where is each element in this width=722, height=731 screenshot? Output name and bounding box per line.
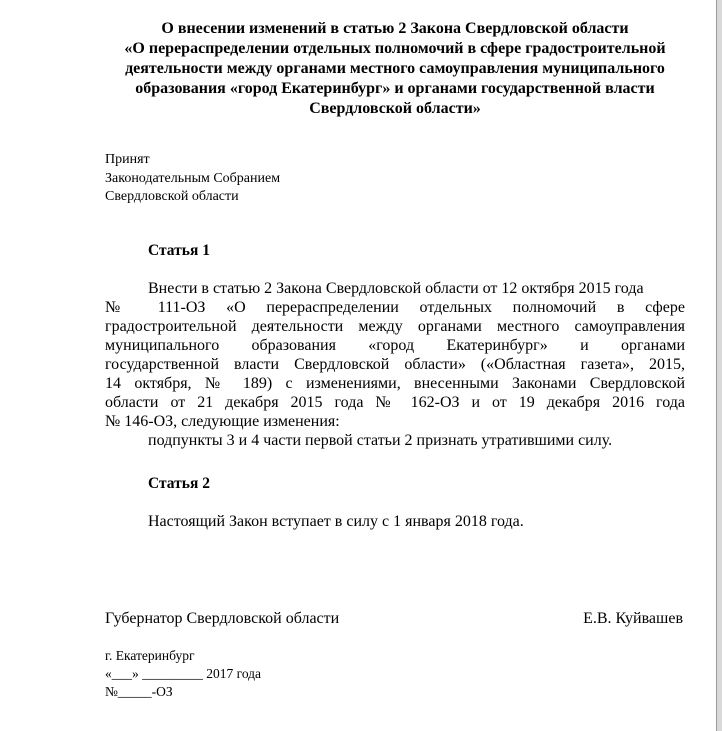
title-line: Свердловской области»: [309, 100, 481, 117]
article-1-line: муниципального образования «город Екатеринбург» и органами: [105, 337, 685, 354]
article-1-line: 14 октября, № 189) с изменениями, внесенными Законами Свердловской: [105, 375, 685, 392]
title-line: деятельности между органами местного самоуправления муниципального: [125, 60, 665, 77]
article-1-line: Внести в статью 2 Закона Свердловской области от 12 октября 2015 года: [148, 280, 644, 297]
article-1-line: градостроительной деятельности между органами местного самоуправления: [105, 318, 685, 335]
article-1-line: № 146-ОЗ, следующие изменения:: [105, 413, 340, 430]
adopted-line: Свердловской области: [105, 189, 239, 204]
adopted-block: [105, 151, 280, 207]
article-1-line: области от 21 декабря 2015 года № 162-ОЗ и от 19 декабря 2016 года: [105, 394, 685, 411]
governor-position: Губернатор Свердловской области: [105, 610, 340, 627]
adopted-line: Принят: [105, 152, 150, 167]
article-1-body: [105, 279, 685, 450]
window-right-edge: [716, 0, 722, 731]
footer-date: «___» _________ 2017 года: [105, 666, 262, 681]
footer-city: г. Екатеринбург: [105, 648, 195, 663]
footer-number: №_____-ОЗ: [105, 684, 173, 699]
title-line: О внесении изменений в статью 2 Закона Свердловской области: [161, 20, 629, 37]
title-line: образования «город Екатеринбург» и органами государственной власти: [135, 80, 655, 97]
governor-name: Е.В. Куйвашев: [583, 610, 683, 627]
article-1-line: государственной власти Свердловской области» («Областная газета», 2015,: [105, 356, 685, 373]
law-title: [100, 19, 690, 119]
article-2-heading: Статья 2: [148, 475, 210, 492]
title-line: «О перераспределении отдельных полномочий в сфере градостроительной: [124, 40, 666, 57]
article-1-heading: Статья 1: [148, 242, 210, 259]
article-2-body: Настоящий Закон вступает в силу с 1 января 2018 года.: [148, 513, 524, 530]
article-1-line: № 111-ОЗ «О перераспределении отдельных полномочий в сфере: [105, 299, 685, 316]
footer-block: [105, 647, 261, 701]
adopted-line: Законодательным Собранием: [105, 170, 281, 186]
article-1-line: подпункты 3 и 4 части первой статьи 2 признать утратившими силу.: [148, 432, 613, 449]
